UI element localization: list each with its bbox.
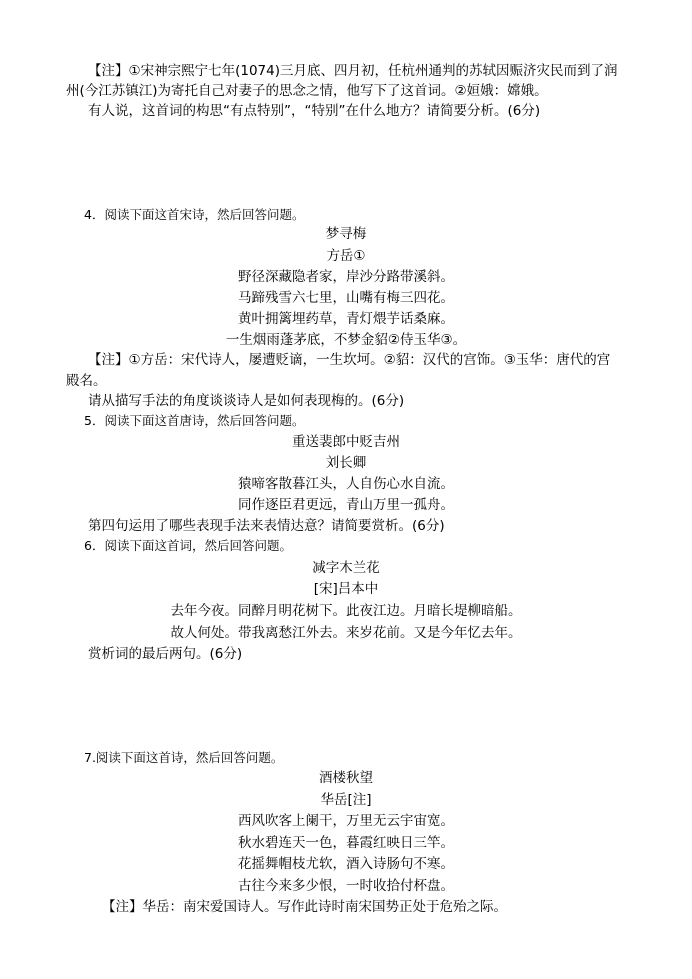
q6-intro: 6．阅读下面这首词，然后回答问题。	[84, 538, 292, 553]
q4-poem-line-3: 黄叶拥篱埋药草，青灯煨芋话桑麻。	[238, 311, 454, 327]
q4-note-line2: 殿名。	[66, 373, 107, 389]
q7-poem-line-4: 古往今来多少恨，一时收拾付杯盘。	[238, 878, 454, 894]
q5-intro: 5．阅读下面这首唐诗，然后回答问题。	[84, 413, 305, 428]
q7-note: 【注】华岳：南宋爱国诗人。写作此诗时南宋国势正处于危殆之际。	[102, 899, 507, 915]
q5-title: 重送裴郎中贬吉州	[292, 434, 400, 450]
note3-line1: 【注】①宋神宗熙宁七年(1074)三月底、四月初，任杭州通判的苏轼因赈济灾民而到了润	[88, 63, 618, 79]
q4-poem-line-2: 马蹄残雪六七里，山嘴有梅三四花。	[238, 290, 454, 306]
q7-poem-line-1: 西风吹客上阑干，万里无云宇宙宽。	[238, 813, 454, 829]
q6-poem-line-2: 故人何处。带我离愁江外去。来岁花前。又是今年忆去年。	[170, 625, 522, 641]
q7-poem-line-2: 秋水碧连天一色，暮霞红映日三竿。	[238, 835, 454, 851]
q6-title: 减字木兰花	[312, 560, 380, 576]
q4-question: 请从描写手法的角度谈谈诗人是如何表现梅的。(6分)	[88, 393, 405, 409]
q5-poem-line-2: 同作逐臣君更远，青山万里一孤舟。	[238, 497, 454, 513]
q6-poem-line-1: 去年今夜。同醉月明花树下。此夜江边。月暗长堤柳暗船。	[170, 603, 522, 619]
q7-poem-line-3: 花摇舞帽枝尤软，酒入诗肠句不寒。	[238, 856, 454, 872]
q4-note-line1: 【注】①方岳：宋代诗人，屡遭贬谪，一生坎坷。②貂：汉代的宫饰。③玉华：唐代的宫	[88, 352, 611, 368]
note3-line2: 州(今江苏镇江)为寄托自己对妻子的思念之情，他写下了这首词。②姮娥：嫦娥。	[66, 83, 548, 99]
q7-intro: 7.阅读下面这首诗，然后回答问题。	[84, 750, 284, 765]
q5-question: 第四句运用了哪些表现手法来表情达意？请简要赏析。(6分)	[88, 518, 445, 534]
q7-title: 酒楼秋望	[319, 770, 373, 786]
q4-intro: 4．阅读下面这首宋诗，然后回答问题。	[84, 207, 305, 222]
q4-poem-line-1: 野径深藏隐者家，岸沙分路带溪斜。	[238, 269, 454, 285]
q6-question: 赏析词的最后两句。(6分)	[88, 646, 243, 662]
q7-author: 华岳[注]	[320, 792, 372, 808]
q5-author: 刘长卿	[325, 455, 367, 471]
question3: 有人说，这首词的构思“有点特别”，“特别”在什么地方？请简要分析。(6分)	[88, 103, 541, 119]
q4-author: 方岳①	[326, 248, 366, 264]
q5-poem-line-1: 猿啼客散暮江头，人自伤心水自流。	[238, 476, 454, 492]
q6-author: [宋]吕本中	[313, 581, 379, 597]
q4-title: 梦寻梅	[325, 226, 367, 242]
q4-poem-line-4: 一生烟雨蓬茅底，不梦金貂②侍玉华③。	[225, 332, 467, 348]
